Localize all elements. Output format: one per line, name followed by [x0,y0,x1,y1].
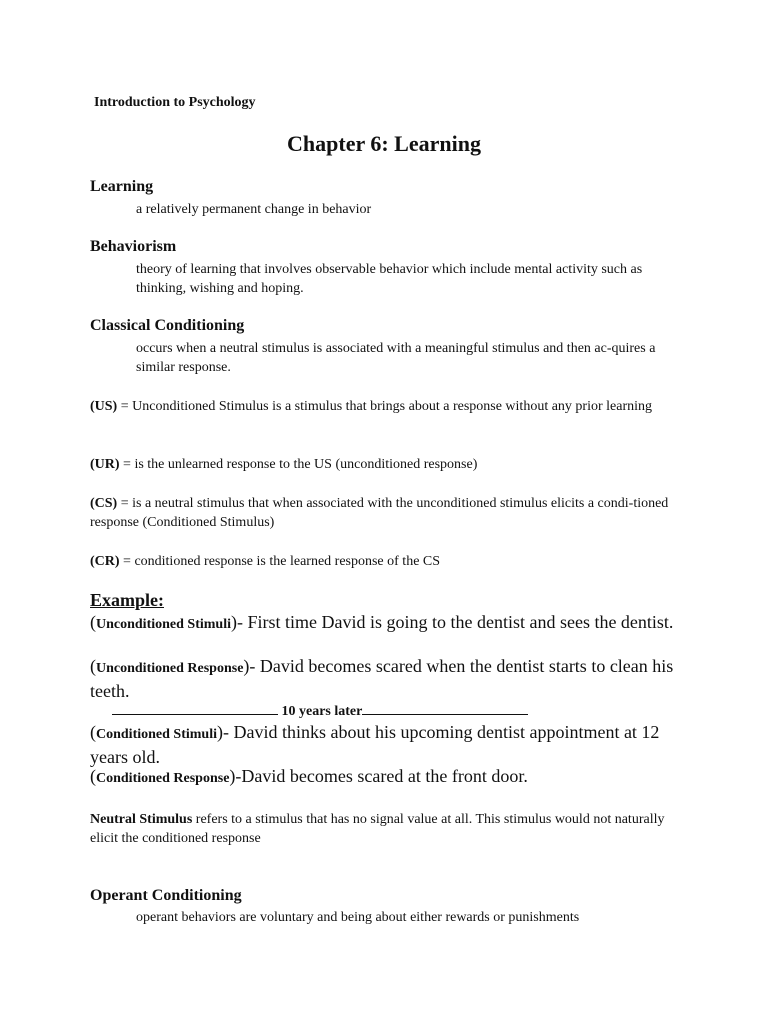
example-text: - David becomes scared when the dentist starts to clean his teeth. [90,656,674,701]
paren-open: ( [90,656,96,676]
paren-close: ) [216,722,223,742]
neutral-stimulus-text: refers to a stimulus that has no signal value at all. This stimulus would not naturally elicit the conditioned response [90,812,665,846]
term-behaviorism: Behaviorism [90,238,177,255]
definition-behaviorism: theory of learning that involves observable behavior which include mental activity such as thinking, wishing and hoping. [136,262,643,296]
example-text: -David becomes scared at the front door. [235,766,528,786]
example-item-cs [90,721,690,768]
example-item-cr [90,765,690,790]
abbr-cs: (CS) [90,496,118,511]
term-learning: Learning [90,178,154,195]
abbr-cr-line [90,552,680,571]
example-text: - First time David is going to the dentist and sees the dentist. [236,612,674,632]
neutral-stimulus-term: Neutral Stimulus [90,812,193,827]
abbr-ur-text: = is the unlearned response to the US (unconditioned response) [119,457,478,472]
chapter-title: Chapter 6: Learning [287,131,481,156]
neutral-stimulus-paragraph [90,810,680,848]
example-label: Conditioned Response [96,771,230,786]
abbr-cs-line [90,494,680,532]
example-label: Unconditioned Response [96,661,244,676]
course-title: Introduction to Psychology [94,95,256,110]
abbr-ur: (UR) [90,457,120,472]
example-text: - David thinks about his upcoming dentist appointment at 12 years old. [90,722,660,767]
abbr-cs-text: = is a neutral stimulus that when associated with the unconditioned stimulus elicits a condi-tioned response (Conditioned Stimulus) [90,496,669,530]
example-item-us [90,611,690,636]
paren-close: ) [229,766,236,786]
abbr-cr: (CR) [90,554,120,569]
paren-open: ( [90,766,96,786]
definition-classical-conditioning: occurs when a neutral stimulus is associated with a meaningful stimulus and then ac-quires a similar response. [136,341,656,375]
ten-years-later [112,702,528,720]
abbr-cr-text: = conditioned response is the learned response of the CS [119,554,441,569]
abbr-us-line [90,397,680,416]
term-classical-conditioning: Classical Conditioning [90,317,245,334]
paren-close: ) [243,656,250,676]
ten-years-later-label: 10 years later [281,704,363,719]
definition-learning: a relatively permanent change in behavior [136,202,372,217]
underline-left [112,702,278,715]
underline-right [362,702,528,715]
abbr-ur-line [90,455,680,474]
term-operant-conditioning: Operant Conditioning [90,887,242,904]
example-heading: Example: [90,590,164,610]
paren-close: ) [230,612,237,632]
abbr-us-text: = Unconditioned Stimulus is a stimulus that brings about a response without any prior learning [117,399,653,414]
example-item-ur [90,655,690,702]
example-label: Unconditioned Stimuli [96,617,231,632]
example-label: Conditioned Stimuli [96,727,217,742]
definition-operant-conditioning: operant behaviors are voluntary and being about either rewards or punishments [136,910,580,925]
abbr-us: (US) [90,399,118,414]
paren-open: ( [90,722,96,742]
paren-open: ( [90,612,96,632]
